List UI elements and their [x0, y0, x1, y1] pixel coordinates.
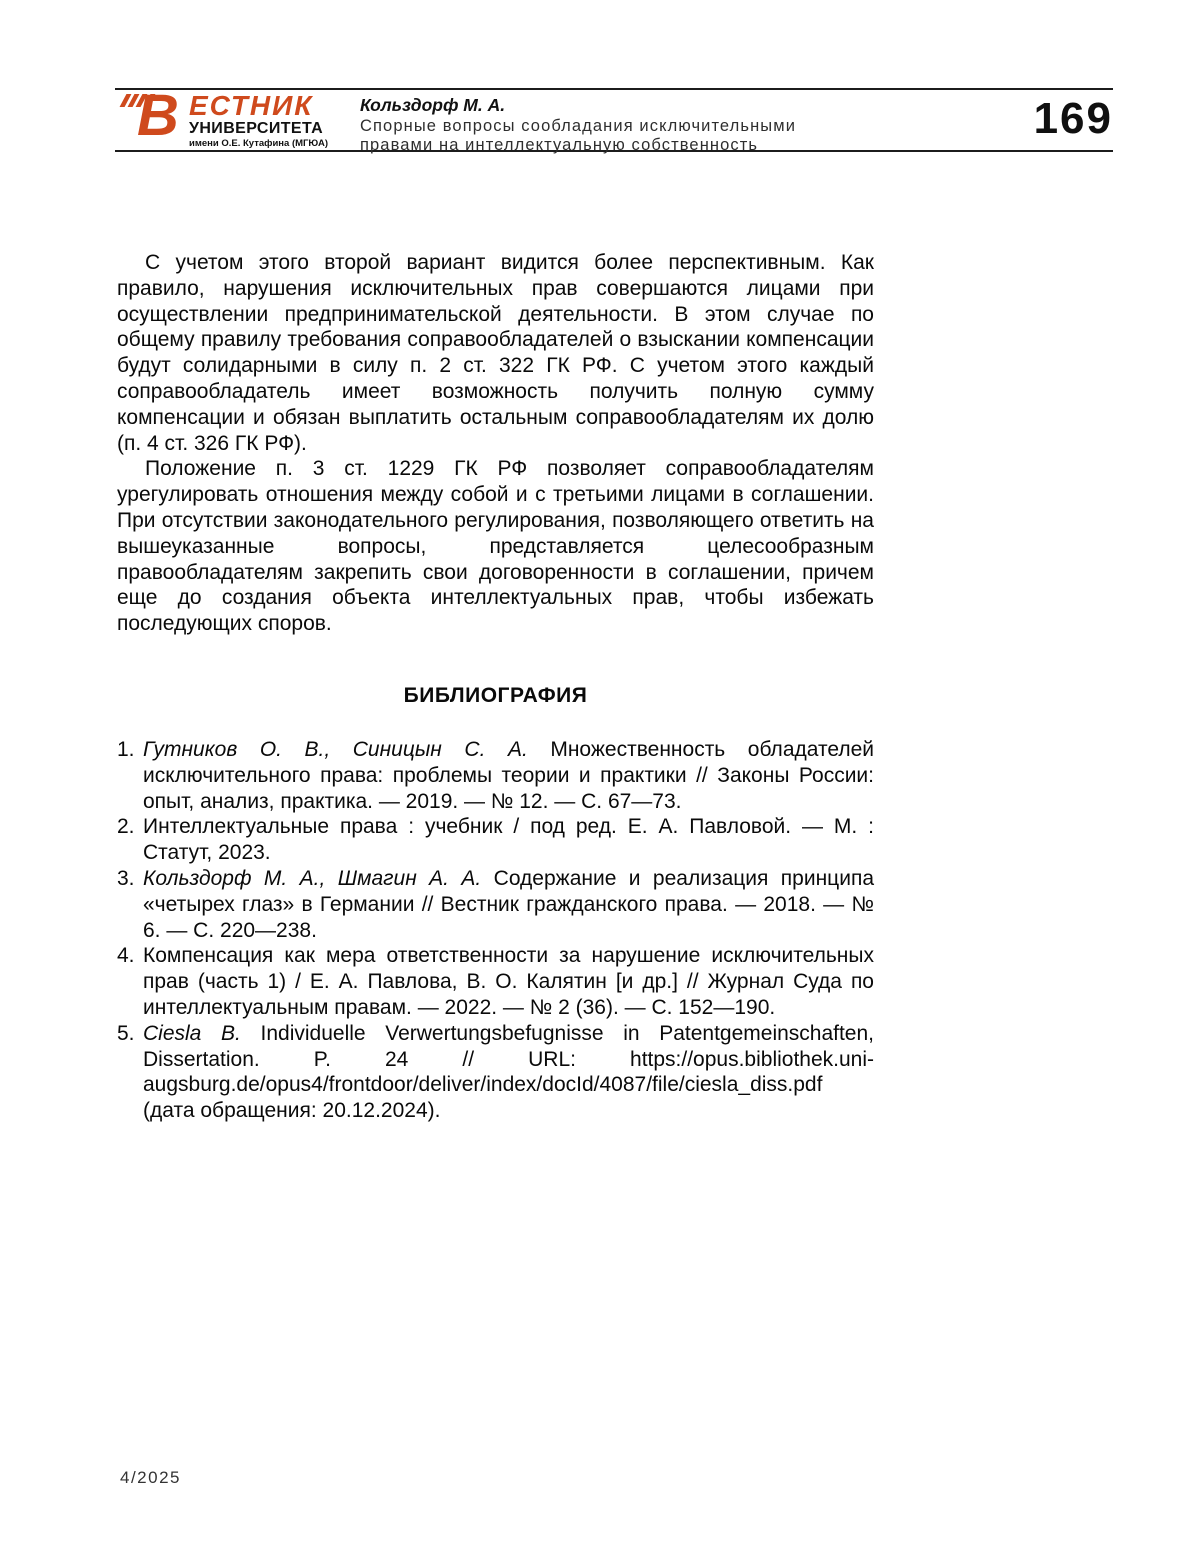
logo-wordmark — [189, 92, 328, 149]
article-author: Кольздорф М. А. — [360, 95, 506, 115]
item-reference: Множественность обладателей исключительного права: проблемы теории и практики // Законы России: опыт, анализ, практика. — 2019. — № 12. — С. 67—73. — [143, 737, 874, 813]
logo-subtitle-text: имени О.Е. Кутафина (МГЮА) — [189, 138, 329, 149]
bibliography-item — [117, 814, 874, 866]
item-text — [143, 943, 874, 1020]
paragraph: Положение п. 3 ст. 1229 ГК РФ позволяет соправообладателям урегулировать отношения между собой и с третьими лицами в соглашении. При отсутствии законодательного регулирования, позволяющего ответить на вышеуказанные вопросы, представляется целесообразным правообладателям закрепить свои договоренности в соглашении, причем еще до создания объекта интеллектуальных прав, чтобы избежать последующих споров. — [117, 457, 874, 636]
logo-vestnik-text: ЕСТНИК — [189, 90, 314, 121]
bibliography-item — [117, 866, 874, 943]
paragraph: С учетом этого второй вариант видится более перспективным. Как правило, нарушения исключительных прав совершаются лицами при осуществлении предпринимательской деятельности. В этом случае по общему правилу требования соправообладателей о взыскании компенсации будут солидарными в силу п. 2 ст. 322 ГК РФ. С учетом этого каждый соправообладатель имеет возможность получить полную сумму компенсации и обязан выплатить остальным соправообладателям их долю (п. 4 ст. 326 ГК РФ). — [117, 251, 874, 455]
item-text — [143, 866, 874, 943]
item-reference: Интеллектуальные права : учебник / под ред. Е. А. Павловой. — М. : Статут, 2023. — [143, 815, 874, 865]
item-number: 4. — [117, 944, 135, 968]
article-title-line2: правами на интеллектуальную собственность — [360, 135, 759, 154]
item-text — [143, 1021, 874, 1124]
item-reference: Компенсация как мера ответственности за нарушение исключительных прав (часть 1) / Е. А. Павлова, В. О. Калятин [и др.] // Журнал Суда по интеллектуальным правам. — 2022. — № 2 (36). — С. 152—190. — [143, 944, 874, 1019]
logo-letter-v: В — [137, 83, 179, 148]
page-header — [115, 83, 1113, 154]
journal-logo — [115, 83, 355, 149]
item-number: 1. — [117, 737, 135, 761]
item-reference: Individuelle Verwertungsbefugnisse in Patentgemeinschaften, Dissertation. P. 24 // URL: https://opus.bibliothek.uni-augsburg.de/opus4/frontdoor/deliver/index/docId/4087/file/ciesla_diss.pdf (дата обращения: 20.12.2024). — [143, 1021, 875, 1123]
bibliography-item — [117, 943, 874, 1020]
article-body — [117, 250, 874, 1124]
bibliography-list — [117, 737, 874, 1124]
bibliography-item — [117, 737, 874, 814]
item-text — [143, 737, 874, 814]
article-meta — [360, 95, 796, 154]
item-number: 2. — [117, 815, 135, 839]
bibliography-item — [117, 1021, 874, 1124]
item-reference: Содержание и реализация принципа «четырех глаз» в Германии // Вестник гражданского права. — 2018. — № 6. — С. 220—238. — [143, 866, 874, 942]
item-authors: Гутников О. В., Синицын С. А. — [143, 737, 528, 761]
item-number: 3. — [117, 866, 135, 890]
issue-footer: 4/2025 — [120, 1468, 181, 1487]
item-authors: Ciesla B. — [143, 1021, 241, 1045]
logo-university-text: УНИВЕРСИТЕТА — [189, 120, 324, 137]
item-authors: Кольздорф М. А., Шмагин А. А. — [143, 866, 482, 890]
article-title-line1: Спорные вопросы сообладания исключительными — [360, 117, 797, 135]
item-number: 5. — [117, 1021, 135, 1045]
bibliography-heading: БИБЛИОГРАФИЯ — [403, 683, 588, 707]
page-number: 169 — [1033, 94, 1113, 143]
item-text — [143, 814, 874, 866]
